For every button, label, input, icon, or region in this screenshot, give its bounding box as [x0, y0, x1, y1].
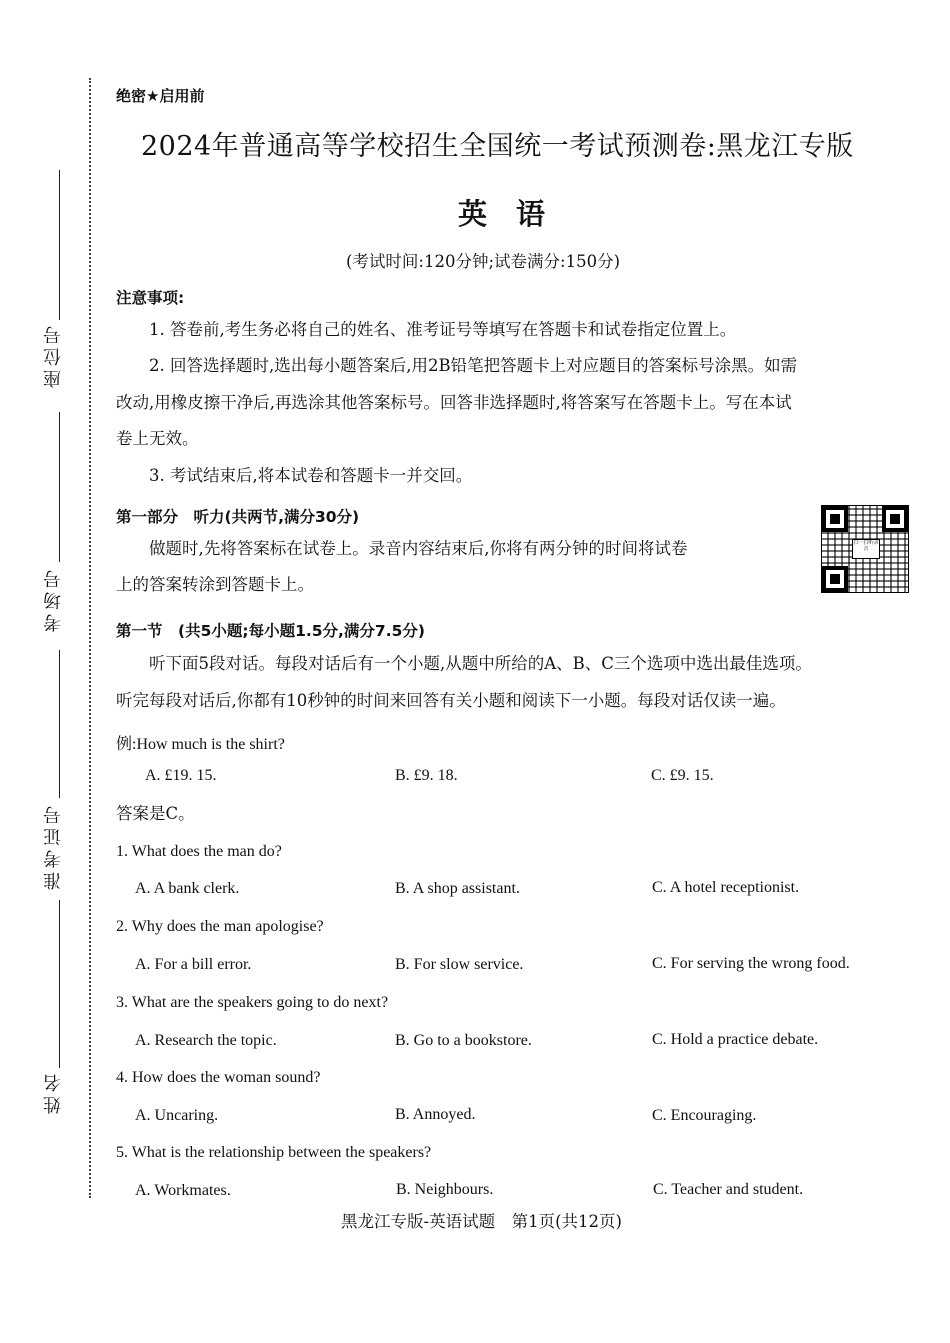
q3-option-a: A. Research the topic.	[135, 1032, 277, 1049]
q1-option-c: C. A hotel receptionist.	[652, 879, 800, 896]
id-underline	[59, 650, 60, 798]
name-label: 姓名	[43, 1070, 64, 1114]
example-answer: 答案是C。	[116, 804, 195, 823]
q2-option-a: A. For a bill error.	[135, 956, 252, 973]
confidential-mark: 绝密★启用前	[116, 87, 205, 105]
exam-title: 2024年普通高等学校招生全国统一考试预测卷:黑龙江专版	[141, 131, 854, 162]
example-option-a: A. £19. 15.	[145, 767, 217, 784]
question-1: 1. What does the man do?	[116, 843, 282, 860]
qr-caption: 扫一扫听录音	[852, 539, 880, 559]
question-3: 3. What are the speakers going to do next?	[116, 994, 389, 1011]
notice-heading: 注意事项:	[116, 289, 185, 307]
binding-dotted-line	[89, 78, 91, 1198]
section1-instruction-cont: 听完每段对话后,你都有10秒钟的时间来回答有关小题和阅读下一小题。每段对话仅读一遍。	[116, 691, 786, 710]
example-question: 例:How much is the shirt?	[116, 736, 285, 753]
q4-option-a: A. Uncaring.	[135, 1107, 219, 1124]
q5-option-b: B. Neighbours.	[396, 1181, 494, 1198]
room-label: 考场号	[43, 566, 64, 632]
part1-instruction-cont: 上的答案转涂到答题卡上。	[116, 575, 314, 594]
notice-item-2-end: 卷上无效。	[116, 429, 199, 448]
seat-label: 座位号	[43, 322, 64, 388]
qr-finder-icon	[822, 506, 848, 532]
example-option-b: B. £9. 18.	[395, 767, 458, 784]
notice-item-3: 3. 考试结束后,将本试卷和答题卡一并交回。	[149, 466, 473, 485]
part1-instruction: 做题时,先将答案标在试卷上。录音内容结束后,你将有两分钟的时间将试卷	[149, 539, 688, 558]
subject-title: 英 语	[458, 197, 546, 231]
q3-option-c: C. Hold a practice debate.	[652, 1031, 819, 1048]
question-5: 5. What is the relationship between the speakers?	[116, 1144, 432, 1161]
q4-option-c: C. Encouraging.	[652, 1107, 757, 1124]
section1-heading: 第一节 (共5小题;每小题1.5分,满分7.5分)	[116, 622, 425, 640]
id-label: 准考证号	[43, 802, 64, 890]
section1-instruction: 听下面5段对话。每段对话后有一个小题,从题中所给的A、B、C三个选项中选出最佳选项。	[149, 654, 812, 673]
q1-option-a: A. A bank clerk.	[135, 880, 240, 897]
room-underline	[59, 412, 60, 562]
exam-info: (考试时间:120分钟;试卷满分:150分)	[346, 252, 621, 271]
q5-option-a: A. Workmates.	[135, 1182, 231, 1199]
question-2: 2. Why does the man apologise?	[116, 918, 324, 935]
name-underline	[59, 900, 60, 1068]
qr-code[interactable]	[821, 505, 909, 593]
q5-option-c: C. Teacher and student.	[653, 1181, 804, 1198]
page-footer: 黑龙江专版-英语试题 第1页(共12页)	[341, 1212, 622, 1231]
q2-option-c: C. For serving the wrong food.	[652, 955, 850, 972]
q3-option-b: B. Go to a bookstore.	[395, 1032, 532, 1049]
qr-finder-icon	[882, 506, 908, 532]
q2-option-b: B. For slow service.	[395, 956, 524, 973]
notice-item-2: 2. 回答选择题时,选出每小题答案后,用2B铅笔把答题卡上对应题目的答案标号涂黑。如需	[149, 356, 798, 375]
notice-item-2-cont: 改动,用橡皮擦干净后,再选涂其他答案标号。回答非选择题时,将答案写在答题卡上。写在本试	[116, 393, 792, 412]
notice-item-1: 1. 答卷前,考生务必将自己的姓名、准考证号等填写在答题卡和试卷指定位置上。	[149, 320, 737, 339]
part1-heading: 第一部分 听力(共两节,满分30分)	[116, 508, 360, 526]
example-option-c: C. £9. 15.	[651, 767, 714, 784]
question-4: 4. How does the woman sound?	[116, 1069, 321, 1086]
qr-finder-icon	[822, 566, 848, 592]
seat-underline	[59, 170, 60, 320]
q4-option-b: B. Annoyed.	[395, 1106, 476, 1123]
q1-option-b: B. A shop assistant.	[395, 880, 520, 897]
